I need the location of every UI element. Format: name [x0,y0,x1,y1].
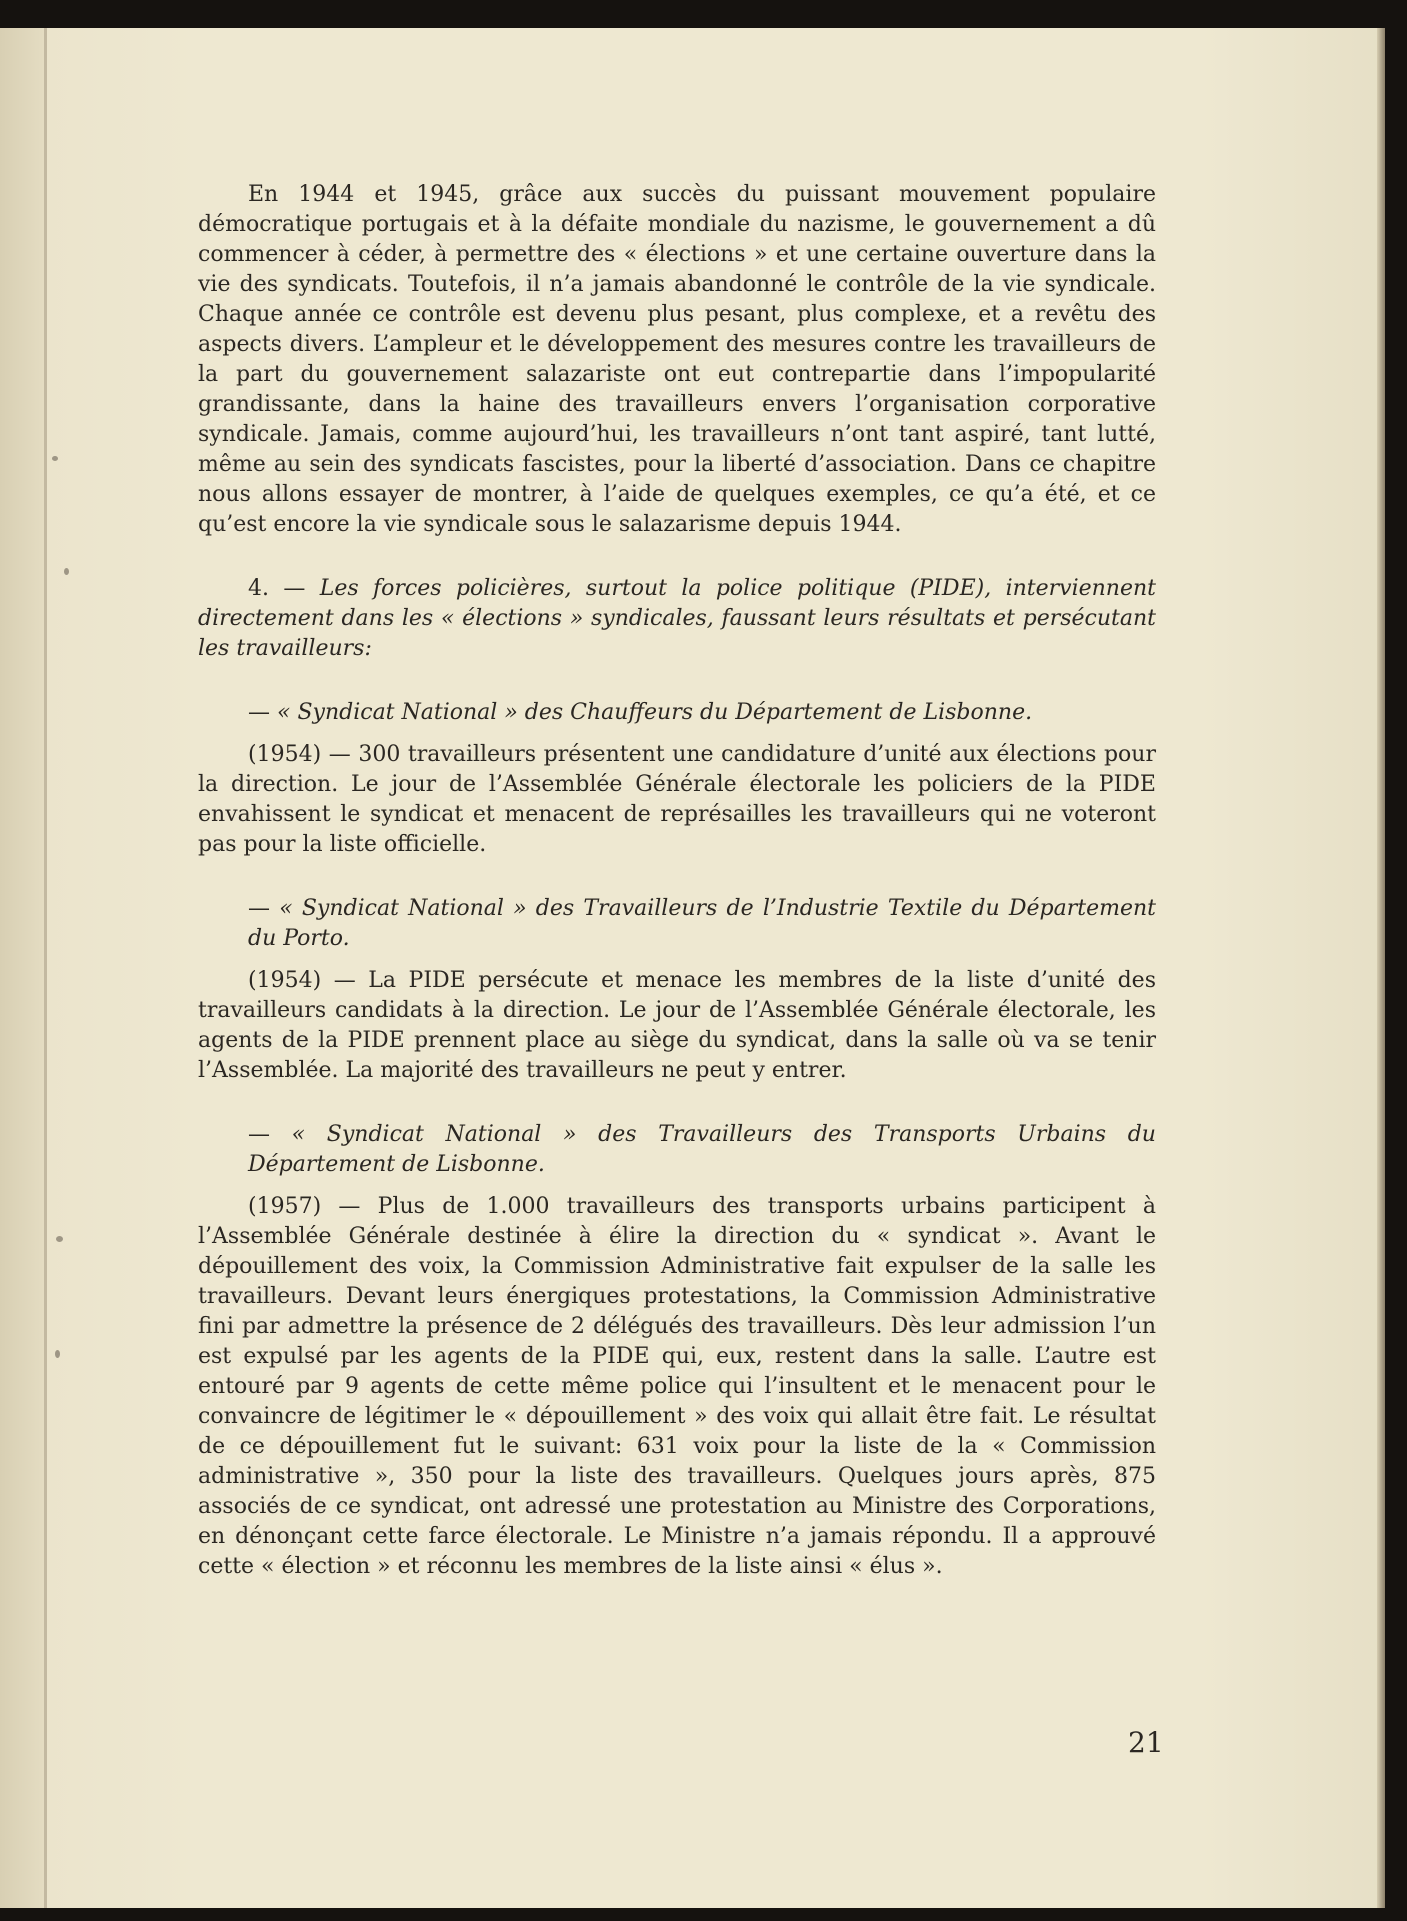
case-title: « Syndicat National » des Travailleurs des Transports Urbains du Département de Lisbonne. [248,1122,1156,1177]
case-dash: — [248,896,280,921]
page-fold [44,28,47,1908]
stain-mark [52,456,58,461]
section-title: Les forces policières, surtout la police politique (PIDE), interviennent directement dans les « élections » syndicales, faussant leurs résultats et persécutant les travailleurs: [198,576,1157,661]
intro-paragraph: En 1944 et 1945, grâce aux succès du puissant mouvement populaire démocratique portugais et à la défaite mondiale du nazisme, le gouvernement a dû commencer à céder, à permettre des « élections » et une certaine ouverture dans la vie des syndicats. Toutefois, il n’a jamais abandonné le contrôle de la vie syndicale. Chaque année ce contrôle est devenu plus pesant, plus complexe, et a revêtu des aspects divers. L’ampleur et le développement des mesures contre les travailleurs de la part du gouvernement salazariste ont eut contrepartie dans l’impopularité grandissante, dans la haine des travailleurs envers l’organisation corporative syndicale. Jamais, comme aujourd’hui, les travailleurs n’ont tant aspiré, tant lutté, même au sein des syndicats fascistes, pour la liberté d’association. Dans ce chapitre nous allons essayer de montrer, à l’aide de quelques exemples, ce qu’a été, et ce qu’est encore la vie syndicale sous le salazarisme depuis 1944. [198,182,1156,537]
document-page [0,28,1385,1908]
body-text [198,180,1156,1582]
section-number: 4. — [248,576,320,601]
page-right-edge [1377,28,1385,1908]
page-number: 21 [1128,1726,1164,1759]
stain-mark [55,1350,60,1358]
case-dash: — [248,700,277,725]
case-heading [198,698,1156,728]
case-title: « Syndicat National » des Chauffeurs du Département de Lisbonne. [277,700,1033,725]
case-body: (1954) — 300 travailleurs présentent une candidature d’unité aux élections pour la direction. Le jour de l’Assemblée Générale électorale les policiers de la PIDE envahissent le syndicat et menacent de représailles les travailleurs qui ne voteront pas pour la liste officielle. [198,742,1156,857]
case-heading [198,1120,1156,1180]
case-heading [198,894,1156,954]
case-body: (1954) — La PIDE persécute et menace les membres de la liste d’unité des travailleurs candidats à la direction. Le jour de l’Assemblée Générale électorale, les agents de la PIDE prennent place au siège du syndicat, dans la salle où va se tenir l’Assemblée. La majorité des travailleurs ne peut y entrer. [198,968,1156,1083]
case-dash: — [248,1122,292,1147]
section-heading [198,574,1156,664]
stain-mark [56,1236,63,1242]
stain-mark [64,568,69,575]
case-body: (1957) — Plus de 1.000 travailleurs des transports urbains participent à l’Assemblée Générale destinée à élire la direction du « syndicat ». Avant le dépouillement des voix, la Commission Administrative fait expulser de la salle les travailleurs. Devant leurs énergiques protestations, la Commission Administrative fini par admettre la présence de 2 délégués des travailleurs. Dès leur admission l’un est expulsé par les agents de la PIDE qui, eux, restent dans la salle. L’autre est entouré par 9 agents de cette même police qui l’insultent et le menacent pour le convaincre de légitimer le « dépouillement » des voix qui allait être fait. Le résultat de ce dépouillement fut le suivant: 631 voix pour la liste de la « Commission administrative », 350 pour la liste des travailleurs. Quelques jours après, 875 associés de ce syndicat, ont adressé une protestation au Ministre des Corporations, en dénonçant cette farce électorale. Le Ministre n’a jamais répondu. Il a approuvé cette « élection » et réconnu les membres de la liste ainsi « élus ». [198,1194,1156,1579]
binding-edge [0,28,44,1908]
case-title: « Syndicat National » des Travailleurs de l’Industrie Textile du Département du Porto. [248,896,1156,951]
